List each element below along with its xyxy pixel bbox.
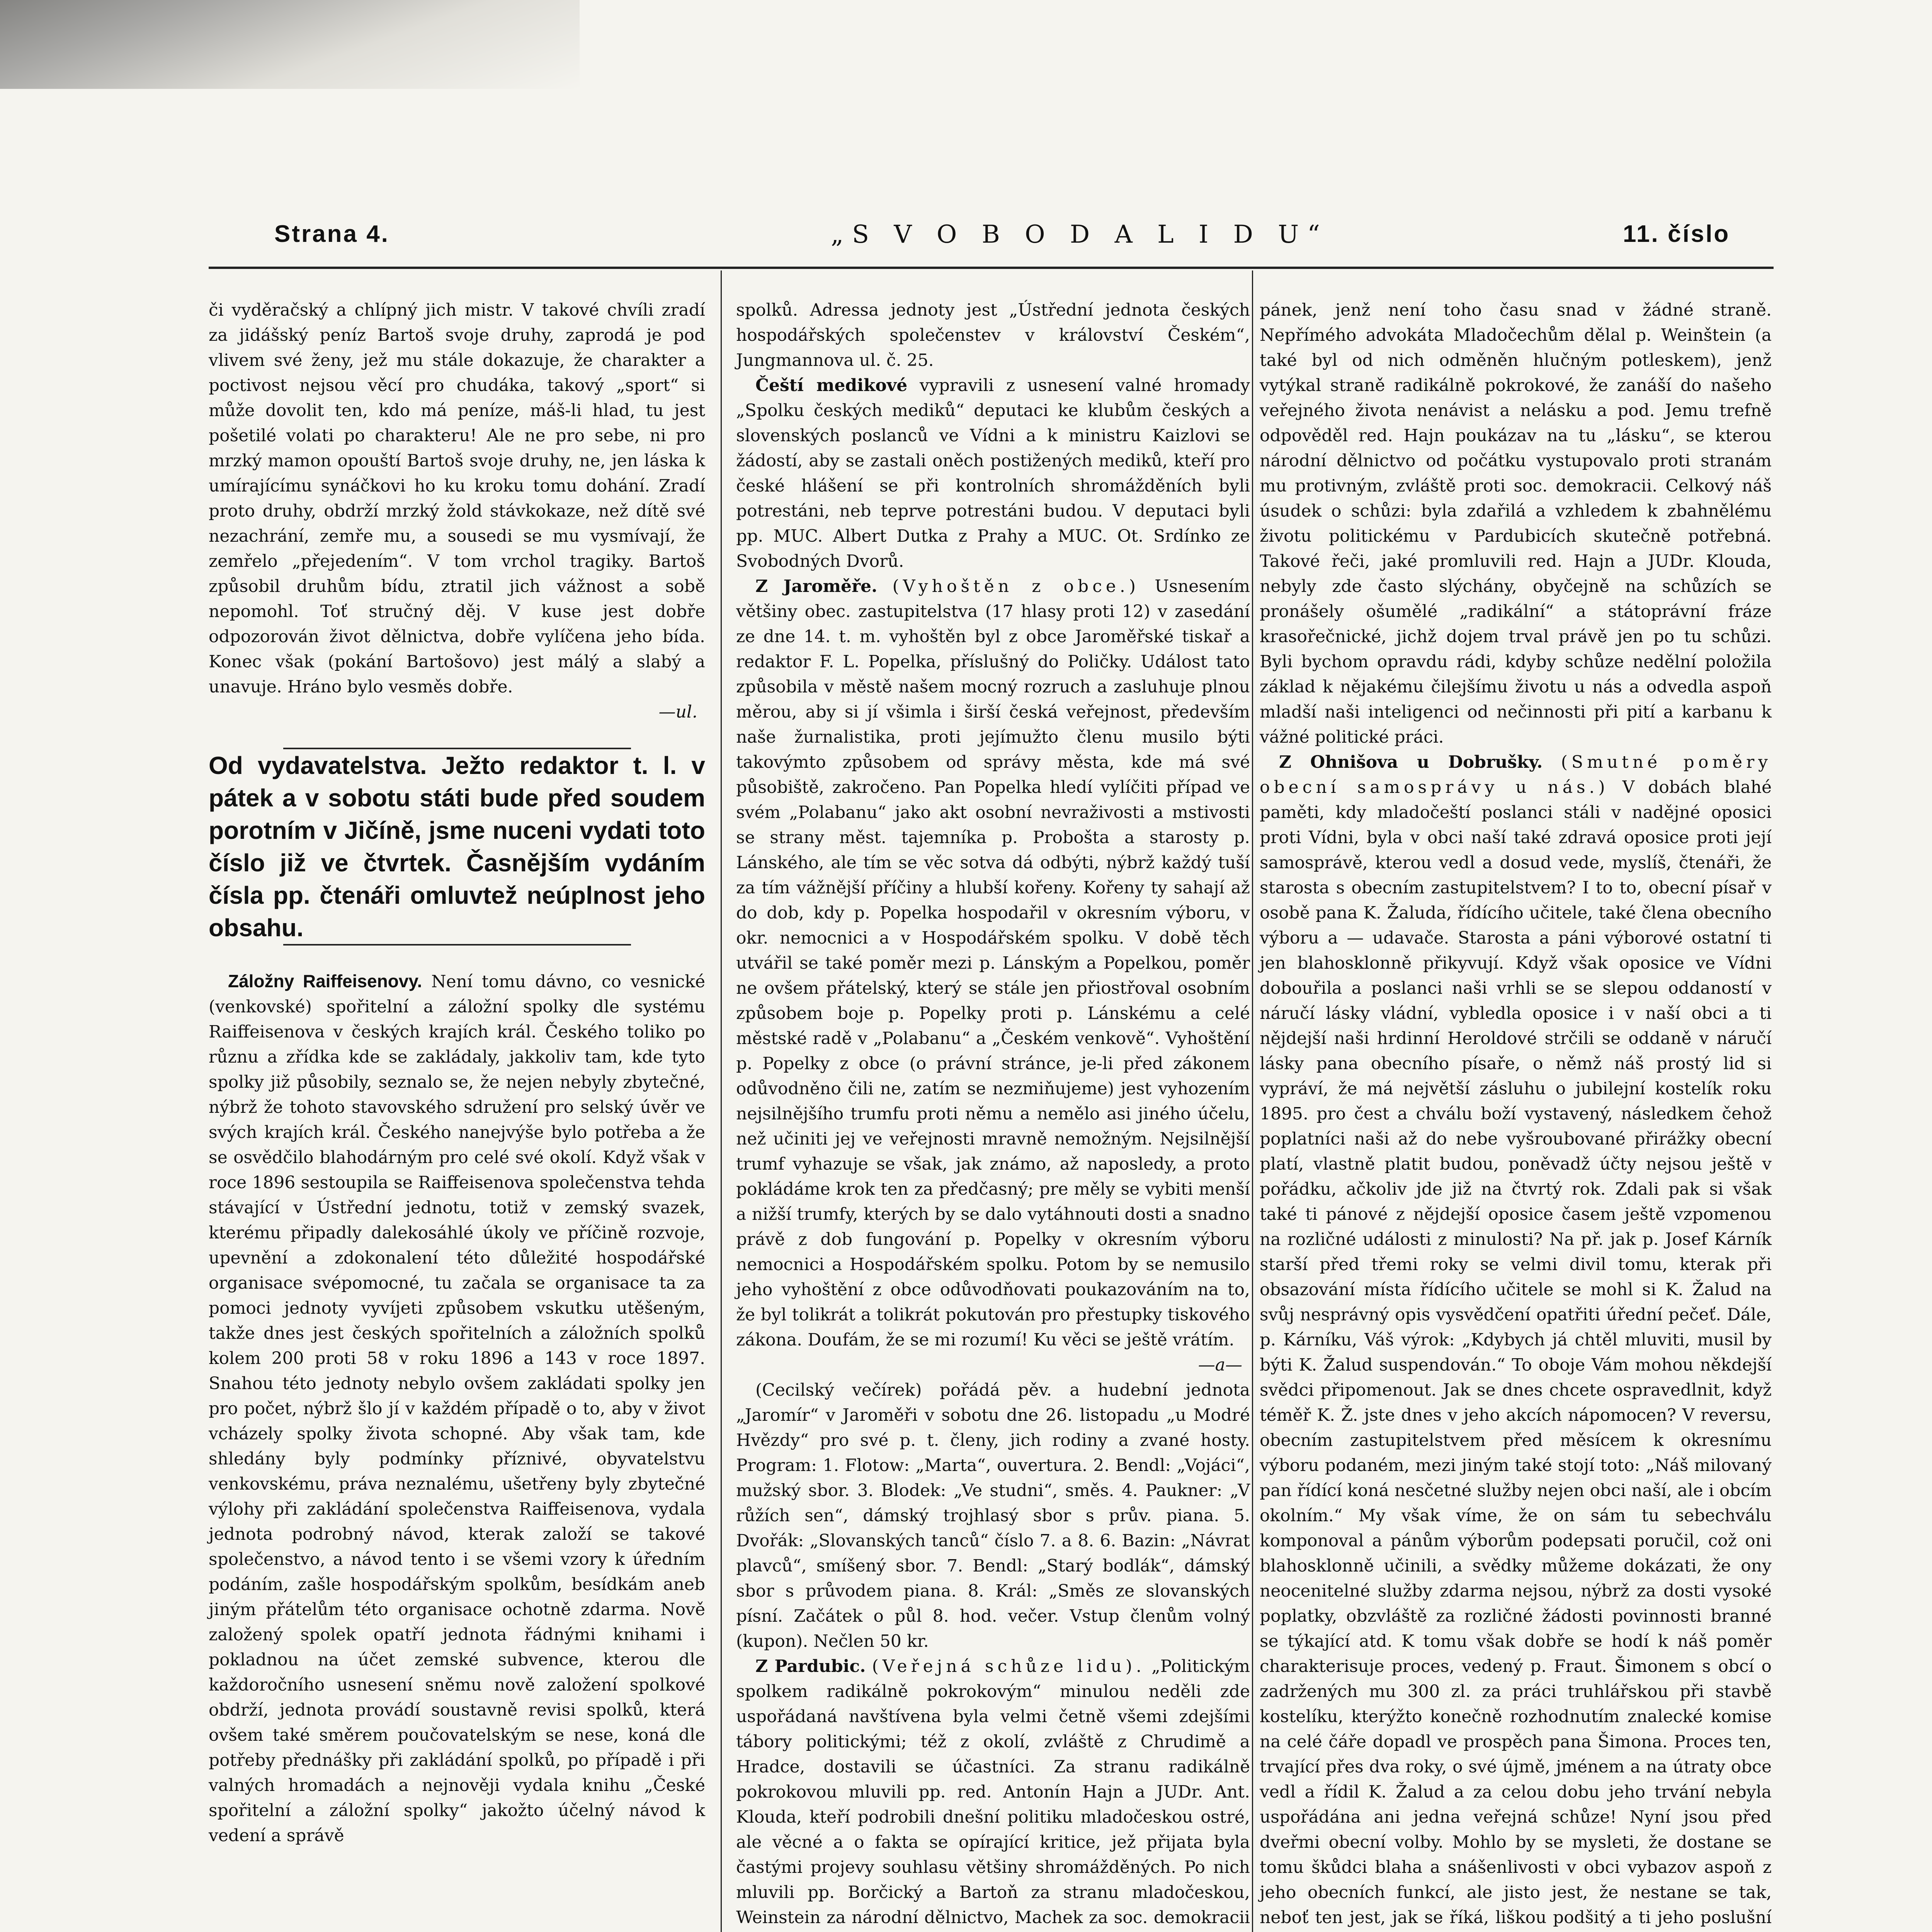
article-title: Z Pardubic. [755, 1656, 866, 1676]
article-title: Záložny Raiffeisenovy. [228, 971, 422, 991]
author-signature: —ul. [658, 702, 697, 722]
article-raiffeisen: Záložny Raiffeisenovy. Není tomu dávno, co vesnické (venkovské) spořitelní a záložní spolky dle systému Raiffeisenova v českých krajích král. Českého toliko po různu a zřídka kde se zakládaly, jakkoliv tam, kde tyto spolky již působily, seznalo se, že nejen nebyly zbytečné, nýbrž že tohoto stavovského sdružení pro selský úvěr ve svých krajích král. Českého nanejvýše bylo potřeba a že se osvědčilo blahodárným pro celé své okolí. Když však v roce 1896 sestoupila se Raiffeisenova společenstva tehda stávající v Ústřední jednotu, totiž v zemský svazek, kterému připadly dalekosáhlé úkoly ve příčině rozvoje, upevnění a zdokonalení této důležité hospodářské organisace svépomocné, tu začala se organisace ta za pomoci jednoty vyvíjeti způsobem vskutku utěšeným, takže dnes jest českých spořitelních a záložních spolků kolem 200 proti 58 v roku 1896 a 143 v roce 1897. Snahou této jednoty nebylo ovšem zakládati spolky jen pro počet, nýbrž šlo jí v každém případě o to, aby v život vcházely spolky života schopné. Aby však tam, kde shledány byly podmínky příznivé, obyvatelstvu venkovskému, práva neznalému, ušetřeny byly zbytečné výlohy při zakládání společenstva Raiffeisenova, vydala jednota podrobný návod, kterak založí se takové společenstvo, a návod tento i se všemi vzory k úředním podáním, zašle hospodářským spolkům, besídkám aneb jiným přátelům této organisace ochotně zdarma. Nově založený spolek opatří jednota řádnými knihami i pokladnou na účet zemské subvence, kterou dle každoročního usnesení sněmu nově založení spolkové obdrží, jednota provádí soustavně revisi spolků, která ovšem také směrem poučovatelským se nese, koná dle potřeby přednášky při zakládání spolků, po případě i při valných hromadách a nejnověji vydala knihu „České spořitelní a záložní spolky“ jakožto účelný návod k vedení a správě [209, 971, 705, 1845]
article-ohnisov: Z Ohnišova u Dobrušky. (Smutné poměry obecní samosprávy u nás.) V dobách blahé paměti, kdy mladočeští poslanci stáli v nadějné oposici proti Vídni, byla v obci naší také zdravá oposice proti její samosprávě, kterou vedl a dosud vede, myslíš, čtenáři, že starosta s obecním zastupitelstvem? I to to, obecní písař v osobě pana K. Žaluda, řídícího učitele, také člena obecního výboru a — udavače. Starosta a páni výborové ostatní ti jen blahosklonně přikyvují. Když však oposice ve Vídni dobouřila a poslanci naši vrhli se se slepou oddaností v náručí lásky vládní, vybledla oposice i v naší obci a ti nějdejší naši hrdinní Heroldové strčili se oddaně v náručí lásky pana obecního písaře, o němž náš prostý lid si vypráví, že má největší zásluhu o jubilejní kostelík roku 1895. pro čest a chválu boží vystavený, následkem čehož poplatníci naši až do nebe vyšroubované přirážky obecní platí, vlastně platit budou, poněvadž účty nejsou ještě v pořádku, ačkoliv jde již na čtvrtý rok. Zdali pak si však také ti pánové z nějdejší oposice časem ještě vzpomenou na rozličné události z minulosti? Na př. jak p. Josef Kárník starší před třemi roky se velmi divil tomu, kterak při obsazování místa řídícího učitele se mohl si K. Žalud na svůj nesprávný opis vysvědčení opatřiti úřední pečeť. Dále, p. Kárníku, Váš výrok: „Kdybych já chtěl mluviti, musil by býti K. Žalud suspendován.“ To oboje Vám mohou někdejší svědci připomenout. Jak se dnes chcete ospravedlnit, když téměř K. Ž. jste dnes v jeho akcích nápomocen? V reversu, obecním zastupitelstvem před měsícem k okresnímu výboru podaném, mezi jiným také stojí toto: „Náš milovaný pan řídící koná nesčetné služby nejen obci naší, ale i obcím okolním.“ My však víme, že on sám tu sebechválu komponoval a pánům výborům podepsati poručil, což oni blahosklonně učinili, a svědky můžeme dokázati, že ony neocenitelné služby zdarma nejsou, nýbrž za dosti vysoké poplatky, obzvláště za rozličné žádosti povinnosti branné se týkající atd. K tomu však dobře se hodí k náš poměr charakterisuje proces, vedený p. Fraut. Šimonem s obcí o zadržených mu 300 zl. za práci truhlářskou při stavbě kostelíku, kterýžto konečně rozhodnutím znalecké komise na celé čáře dopadl ve prospěch pana Šimona. Proces ten, trvající přes dva roky, o své újmě, jménem a na útraty obce vedl a řídil K. Žalud a za celou dobu jeho trvání nebyla uspořádána ani jedna veřejná schůze! Nyní jsou před dveřmi obecní volby. Mohlo by se mysleti, že dostane se tomu škůdci blaha a snášenlivosti v obci vybazov aspoň z jeho obecních funkcí, ale jisto jest, že nestane se tak, neboť ten jest, jak se říká, liškou podšitý a ti jeho poslušní [1260, 752, 1772, 1927]
article-cecilsky-vecirek: (Cecilský večírek) pořádá pěv. a hudební jednota „Jaromír“ v Jaroměři v sobotu dne 26. listopadu „u Modré Hvězdy“ pro své p. t. členy, jich rodiny a zvané hosty. Program: 1. Flotow: „Marta“, ouvertura. 2. Bendl: „Vojáci“, mužský sbor. 3. Blodek: „Ve studni“, směs. 4. Paukner: „V růžích sen“, dámský trojhlasý sbor s prův. piana. 5. Dvořák: „Slovanských tanců“ číslo 7. a 8. 6. Bazin: „Návrat plavců“, smíšený sbor. 7. Bendl: „Starý bodlák“, dámský sbor s průvodem piana. 8. Král: „Směs ze slovanských písní. Začátek o půl 8. hod. večer. Vstup členům volný (kupon). Nečlen 50 kr. [736, 1380, 1250, 1651]
column-2 [736, 298, 1250, 1932]
page-number: Strana 4. [274, 221, 389, 247]
column-1 [209, 298, 705, 1848]
article-pardubice-cont: pánek, jenž není toho času snad v žádné straně. Nepřímého advokáta Mladočechům dělal p. Weinštein (a také byl od nich odměněn hlučným potleskem), jenž vytýkal straně radikálně pokrokové, že zanáší do našeho veřejného života nenávist a nelásku a pod. Jemu trefně odpověděl red. Hajn poukázav na tu „lásku“, se kterou národní dělnictvo od počátku vystupovalo proti stranám mu protivným, zvláště proti soc. demokracii. Celkový náš úsudek o schůzi: byla zdařilá a vzhledem k zbahnělému životu politickému v Pardubicích skutečně potřebná. Takové řeči, jaké promluvili red. Hajn a JUDr. Klouda, nebyly zde často slýchány, obyčejně na schůzích se pronášely ošumělé „radikální“ a státoprávní fráze krasořečnické, jichž dojem trval právě jen po tu schůzi. Byli bychom opravdu rádi, kdyby schůze nedělní položila základ k nějakému čilejšímu životu u nás a odvedla aspoň mladší naši inteligenci od nečinnosti při pití a karbanu k vážné politické práci. [1260, 300, 1772, 747]
column-3 [1260, 298, 1772, 1932]
column-divider-2 [1252, 270, 1253, 1932]
scan-shadow [0, 0, 580, 89]
publisher-notice: Od vydavatelstva. Ježto redaktor t. l. v pátek a v sobotu státi bude před soudem porotním v Jičíně, jsme nuceni vydati toto číslo již ve čtvrtek. Časnějším vydáním čísla pp. čtenáři omluvtež neúplnost jeho obsahu. [209, 752, 705, 942]
issue-number: 11. číslo [1623, 221, 1730, 247]
article-pardubice: Z Pardubic. (Veřejná schůze lidu). „Politickým spolkem radikálně pokrokovým“ minulou neděli zde uspořádaná navštívena byla velmi četně všemi zdejšími tábory politickými; též z okolí, zvláště z Chrudimě a Hradce, dostavili se účastníci. Za stranu radikálně pokrokovou mluvili pp. red. Antonín Hajn a JUDr. Ant. Klouda, kteří podrobili dnešní politiku mladočeskou ostré, ale věcné a o fakta se opírající kritice, jež přijata byla častými projevy souhlasu většiny shromážděných. Po nich mluvili pp. Borčický a Bartoň za stranu mladočeskou, Weinstein za národní dělnictvo, Machek za soc. demokracii [736, 1656, 1250, 1927]
author-signature: —a— [1198, 1355, 1242, 1375]
page-header [0, 216, 1932, 259]
article-raiffeisen-cont: spolků. Adressa jednoty jest „Ústřední jednota českých hospodářských společenstev v království Českém“, Jungmannova ul. č. 25. [736, 300, 1250, 370]
article-theatre-review: či vyděračský a chlípný jich mistr. V takové chvíli zradí za jidášský peníz Bartoš svoje druhy, zaprodá je pod vlivem své ženy, jež mu stále dokazuje, že charakter a poctivost nejsou věcí pro chudáka, takový „sport“ si může dovolit ten, kdo má peníze, máš-li hlad, tu jest pošetilé volati po charakteru! Ale ne pro sebe, ni pro mrzký mamon opouští Bartoš svoje druhy, ne, jen láska k umírajícímu synáčkovi ho ku kroku tomu dohání. Zradí proto druhy, obdrží mrzký žold stávkokaze, než dítě své nezachrání, zemře mu, a sousedi se mu vysmívají, že zemřelo „přejedením“. V tom vrchol tragiky. Bartoš způsobil druhům bídu, ztratil jich vážnost a sobě nepomohl. Toť stručný děj. V kuse jest dobře odpozorován život dělnictva, dobře vylíčena jeho bída. Konec však (pokání Bartošovo) jest málý a slabý a unavuje. Hráno bylo vesměs dobře. [209, 300, 705, 697]
article-medici: Čeští medikové vypravili z usnesení valné hromady „Spolku českých mediků“ deputaci ke klubům českých a slovenských poslanců ve Vídni a k ministru Kaizlovi se žádostí, aby se zastali oněch postižených mediků, kteří pro české hlášení se při kontrolních shromážděních byli potrestáni, neb teprve potrestáni budou. V deputaci byli pp. MUC. Albert Dutka z Prahy a MUC. Ot. Srdínko ze Svobodných Dvorů. [736, 376, 1250, 571]
header-rule [209, 267, 1774, 269]
article-title: Z Ohnišova u Dobrušky. [1279, 752, 1543, 772]
article-title: Z Jaroměře. [755, 577, 878, 596]
section-rule [283, 748, 631, 749]
section-rule [283, 944, 631, 946]
article-jaromer: Z Jaroměře. (Vyhoštěn z obce.) Usnesením většiny obec. zastupitelstva (17 hlasy proti 12) v zasedání ze dne 14. t. m. vyhoštěn byl z obce Jaroměřské tiskař a redaktor F. L. Popelka, příslušný do Poličky. Událost tato způsobila v městě našem mocný rozruch a zasluhuje plnou měrou, aby si jí všimla i širší česká veřejnost, především naše žurnalistika, proti jejímužto členu musilo býti takovýmto způsobem od správy města, kde má své působiště, zakročeno. Pan Popelka hledí vylíčiti případ ve svém „Polabanu“ jako akt osobní nevraživosti a mstivosti se strany měst. tajemníka p. Probošta a starosty p. Lánského, ale tím se věc sotva dá odbýti, nýbrž každý tuší za tím vážnější příčiny a hlubší kořeny. Kořeny ty sahají až do dob, kdy p. Popelka hospodařil v okresním výboru, v okr. nemocnici a v Hospodářském spolku. V době těch utvářil se také poměr mezi p. Lánským a Popelkou, poměr ne ovšem přátelský, který se stále jen přiostřoval osobním způsobem boje p. Popelky proti p. Lánskému a celé městské radě v „Polabanu“ a „Českém venkově“. Vyhoštění p. Popelky z obce (o právní stránce, je-li před zákonem odůvodněno čili ne, zatím se nezmiňujeme) jest vyhozením nejsilnějšího trumfu proti němu a nemělo asi jiného účelu, než učiniti jej ve veřejnosti mravně nemožným. Nejsilnější trumf vyhazuje se však, jak známo, až naposledy, a proto pokládáme krok ten za předčasný; pre měly se vybiti menší a nižší trumfy, kterých by se dalo vytáhnouti dosti a snadno právě z dob fungování p. Popelky v okresním výboru nemocnici a Hospodářském spolku. Potom by se nemusilo jeho vyhoštění z obce odůvodňovati poukazováním na to, že byl tolikrát a tolikrát pokutován pro přestupky tiskového zákona. Doufám, že se mi rozumí! Ku věci se ještě vrátím. [736, 577, 1250, 1350]
newspaper-title: „S V O B O D A L I D U“ [831, 220, 1328, 249]
article-title: Čeští medikové [755, 376, 908, 395]
column-divider-1 [721, 270, 722, 1932]
